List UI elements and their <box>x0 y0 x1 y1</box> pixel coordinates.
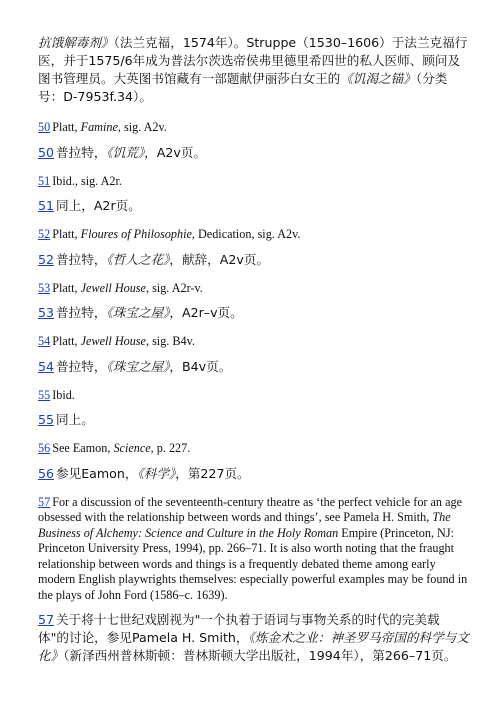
intro-text-2: （分类号：D-7953f.34）。 <box>38 71 448 104</box>
footnote-56-link[interactable]: 56 <box>38 441 51 455</box>
footnote-55-en <box>38 388 470 404</box>
footnote-50-zh-text: 普拉特， <box>56 144 107 160</box>
footnote-53-en-text: Jewell House <box>80 280 146 295</box>
intro-text-1: （法兰克福，1574年）。Struppe（1530–1606）于法兰克福行医，并于1575/6年成为普法尔茨选帝侯弗里德里希四世的私人医师、顾问及图书管理员。大英图书馆藏有一部题献伊丽莎白女王的 <box>38 35 468 86</box>
footnote-57-link[interactable]: 57 <box>38 494 51 509</box>
footnote-55-link[interactable]: 55 <box>38 387 51 402</box>
footnote-54-zh-text: 《珠宝之屋》 <box>106 358 170 374</box>
footnote-52-en-text: , Dedication, sig. A2v. <box>191 227 301 241</box>
footnote-56-en-text: Science <box>113 441 151 455</box>
footnotes-list <box>38 120 470 665</box>
footnote-55-en-text: Ibid. <box>52 387 75 402</box>
footnote-50-en-text: , sig. A2v. <box>117 120 167 134</box>
footnote-56-en <box>38 441 470 457</box>
footnote-52-zh-text: 《哲人之花》 <box>106 251 170 267</box>
footnote-57-en <box>38 495 470 604</box>
footnote-53-zh-text: 《珠宝之屋》 <box>106 305 170 320</box>
footnote-52-en-text: Floures of Philosophie <box>80 227 192 241</box>
footnote-57-zh-text: （新泽西州普林斯顿：普林斯顿大学出版社，1994年），第266–71页。 <box>63 648 457 663</box>
footnote-51-link[interactable]: 51 <box>38 198 55 213</box>
footnote-52-link[interactable]: 52 <box>38 227 51 241</box>
footnote-54-en <box>38 334 470 350</box>
footnote-53-en-text: , sig. A2r-v. <box>145 280 203 295</box>
footnote-57-zh <box>38 611 470 665</box>
footnote-52-zh-text: ，献辞，A2v页。 <box>169 251 270 267</box>
footnote-57-en-text: For a discussion of the seventeenth-century theatre as ‘the perfect vehicle for an age obsessed with the relationship between words and things’, see Pamela H. Smith, <box>38 494 462 524</box>
intro-book-title: 《饥渴之锚》 <box>340 71 416 86</box>
footnote-57-zh-text: 关于将十七世纪戏剧视为"一个执着于语词与事物关系的时代的完美载体"的讨论，参见Pamela H. Smith， <box>38 612 440 645</box>
footnote-52-en-text: Platt, <box>52 227 81 241</box>
footnote-51-zh-text: 同上，A2r页。 <box>56 198 141 213</box>
footnote-56-zh-text: 参见Eamon， <box>56 465 138 481</box>
footnote-53-zh-text: ，A2r–v页。 <box>169 305 243 320</box>
footnote-54-en-text: Platt, <box>52 334 81 348</box>
footnote-52-link[interactable]: 52 <box>38 251 55 267</box>
footnote-53-zh-text: 普拉特， <box>56 305 107 320</box>
footnote-54-en-text: Jewell House <box>80 334 146 348</box>
footnote-53-zh <box>38 304 470 322</box>
footnote-56-link[interactable]: 56 <box>38 465 55 481</box>
footnote-55-zh-text: 同上。 <box>56 412 94 427</box>
footnote-57-link[interactable]: 57 <box>38 612 55 627</box>
footnote-56-zh-text: ，第227页。 <box>175 465 250 481</box>
footnote-54-link[interactable]: 54 <box>38 358 55 374</box>
footnote-53-link[interactable]: 53 <box>38 305 55 320</box>
footnote-50-link[interactable]: 50 <box>38 144 55 160</box>
footnote-51-zh <box>38 197 470 215</box>
document-page <box>38 34 470 665</box>
footnote-51-en <box>38 174 470 190</box>
footnote-53-en-text: Platt, <box>52 280 81 295</box>
footnote-54-en-text: , sig. B4v. <box>145 334 195 348</box>
footnote-54-zh-text: 普拉特， <box>56 358 107 374</box>
footnote-55-link[interactable]: 55 <box>38 412 55 427</box>
footnote-51-link[interactable]: 51 <box>38 173 51 188</box>
footnote-56-en-text: See Eamon, <box>52 441 114 455</box>
intro-title: 抗饿解毒剂》 <box>38 35 114 50</box>
intro-paragraph <box>38 34 470 106</box>
footnote-51-en-text: Ibid., sig. A2r. <box>52 173 122 188</box>
footnote-50-en <box>38 120 470 136</box>
footnote-54-zh <box>38 358 470 376</box>
footnote-53-link[interactable]: 53 <box>38 280 51 295</box>
footnote-54-link[interactable]: 54 <box>38 334 51 348</box>
footnote-50-en-text: Platt, <box>52 120 81 134</box>
footnote-56-zh <box>38 465 470 483</box>
footnote-50-zh <box>38 144 470 162</box>
footnote-53-en <box>38 281 470 297</box>
footnote-57-en-text: The Business of Alchemy: Science and Culture in the Holy Roman <box>38 510 451 540</box>
footnote-54-zh-text: ，B4v页。 <box>169 358 232 374</box>
footnote-50-link[interactable]: 50 <box>38 120 51 134</box>
footnote-50-en-text: Famine <box>80 120 118 134</box>
footnote-50-zh-text: 《饥荒》 <box>106 144 145 160</box>
footnote-57-zh-text: 《炼金术之业：神圣罗马帝国的科学与文化》 <box>38 630 469 663</box>
footnote-50-zh-text: ，A2v页。 <box>144 144 207 160</box>
footnote-52-zh-text: 普拉特， <box>56 251 107 267</box>
footnote-55-zh <box>38 411 470 429</box>
footnote-52-zh <box>38 251 470 269</box>
footnote-52-en <box>38 227 470 243</box>
footnote-56-en-text: , p. 227. <box>150 441 191 455</box>
footnote-57-en-text: Empire (Princeton, NJ: Princeton University Press, 1994), pp. 266–71. It is also worth noting that the fraught relationship between words and things is a frequently debated theme among early modern English playwrights themselves: especially powerful examples may be found in the plays of John Ford (1586–c. 1639). <box>38 525 468 602</box>
footnote-56-zh-text: 《科学》 <box>137 465 176 481</box>
